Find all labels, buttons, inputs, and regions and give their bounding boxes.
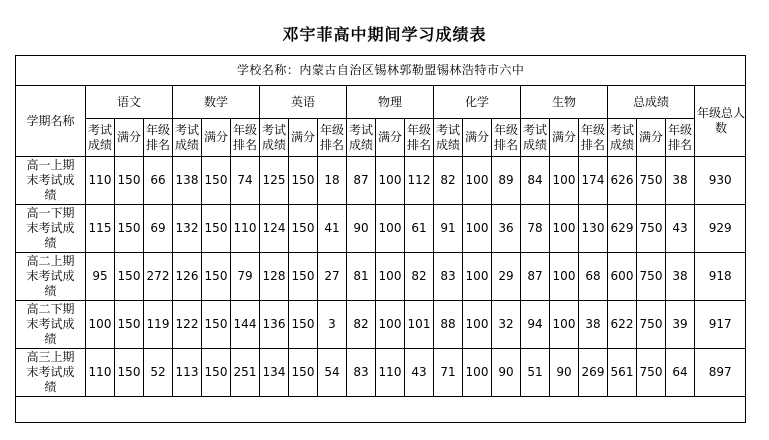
score-cell: 82	[434, 157, 463, 205]
score-cell: 43	[405, 349, 434, 397]
score-cell: 150	[115, 205, 144, 253]
score-cell: 115	[86, 205, 115, 253]
score-cell: 150	[115, 253, 144, 301]
score-cell: 32	[492, 301, 521, 349]
score-cell: 90	[492, 349, 521, 397]
score-cell: 82	[347, 301, 376, 349]
score-cell: 64	[666, 349, 695, 397]
period-cell: 高三上期末考试成绩	[16, 349, 86, 397]
score-cell: 100	[463, 157, 492, 205]
sub-header-score: 考试成绩	[173, 119, 202, 157]
grade-total-cell: 930	[695, 157, 746, 205]
score-cell: 83	[347, 349, 376, 397]
grade-total-cell: 897	[695, 349, 746, 397]
score-cell: 622	[608, 301, 637, 349]
sub-header-full: 满分	[637, 119, 666, 157]
page-title: 邓宇菲高中期间学习成绩表	[282, 25, 487, 44]
score-cell: 61	[405, 205, 434, 253]
score-cell: 251	[231, 349, 260, 397]
sub-header-rank: 年级排名	[579, 119, 608, 157]
score-cell: 39	[666, 301, 695, 349]
score-cell: 750	[637, 253, 666, 301]
score-cell: 100	[463, 205, 492, 253]
sub-header-rank: 年级排名	[144, 119, 173, 157]
sub-header-full: 满分	[115, 119, 144, 157]
table-row	[16, 349, 746, 397]
score-cell: 27	[318, 253, 347, 301]
score-cell: 626	[608, 157, 637, 205]
score-cell: 100	[376, 301, 405, 349]
score-cell: 600	[608, 253, 637, 301]
score-cell: 68	[579, 253, 608, 301]
score-cell: 100	[463, 253, 492, 301]
score-cell: 113	[173, 349, 202, 397]
score-cell: 66	[144, 157, 173, 205]
score-cell: 112	[405, 157, 434, 205]
sub-header-rank: 年级排名	[231, 119, 260, 157]
score-cell: 134	[260, 349, 289, 397]
score-cell: 100	[463, 349, 492, 397]
grade-total-header: 年级总人数	[695, 86, 746, 157]
score-cell: 174	[579, 157, 608, 205]
sub-header-score: 考试成绩	[86, 119, 115, 157]
school-name: 学校名称：内蒙古自治区锡林郭勒盟锡林浩特市六中	[16, 56, 746, 86]
sub-header-rank: 年级排名	[666, 119, 695, 157]
score-cell: 51	[521, 349, 550, 397]
score-cell: 150	[202, 253, 231, 301]
score-cell: 100	[550, 157, 579, 205]
score-cell: 100	[376, 157, 405, 205]
period-cell: 高二下期末考试成绩	[16, 301, 86, 349]
score-cell: 71	[434, 349, 463, 397]
score-cell: 269	[579, 349, 608, 397]
subject-header: 物理	[347, 86, 434, 119]
score-cell: 69	[144, 205, 173, 253]
score-cell: 110	[376, 349, 405, 397]
score-cell: 29	[492, 253, 521, 301]
score-cell: 74	[231, 157, 260, 205]
score-cell: 126	[173, 253, 202, 301]
score-cell: 38	[579, 301, 608, 349]
sub-header-score: 考试成绩	[608, 119, 637, 157]
subject-header: 化学	[434, 86, 521, 119]
table-row	[16, 253, 746, 301]
score-cell: 150	[202, 301, 231, 349]
score-cell: 124	[260, 205, 289, 253]
score-cell: 750	[637, 349, 666, 397]
table-row	[16, 205, 746, 253]
sub-header-full: 满分	[550, 119, 579, 157]
score-cell: 52	[144, 349, 173, 397]
score-cell: 122	[173, 301, 202, 349]
score-cell: 750	[637, 157, 666, 205]
score-cell: 91	[434, 205, 463, 253]
score-cell: 100	[550, 301, 579, 349]
grade-total-cell: 929	[695, 205, 746, 253]
sub-header-score: 考试成绩	[347, 119, 376, 157]
score-cell: 110	[86, 349, 115, 397]
score-cell: 54	[318, 349, 347, 397]
score-cell: 90	[347, 205, 376, 253]
score-cell: 43	[666, 205, 695, 253]
score-cell: 150	[202, 349, 231, 397]
score-cell: 81	[347, 253, 376, 301]
score-cell: 561	[608, 349, 637, 397]
score-cell: 150	[289, 349, 318, 397]
score-cell: 150	[289, 253, 318, 301]
sub-header-rank: 年级排名	[492, 119, 521, 157]
sub-header-rank: 年级排名	[405, 119, 434, 157]
score-cell: 82	[405, 253, 434, 301]
score-cell: 38	[666, 157, 695, 205]
score-cell: 132	[173, 205, 202, 253]
score-cell: 100	[463, 301, 492, 349]
sub-header-score: 考试成绩	[434, 119, 463, 157]
score-cell: 150	[115, 301, 144, 349]
score-cell: 150	[202, 157, 231, 205]
score-cell: 150	[202, 205, 231, 253]
score-cell: 750	[637, 205, 666, 253]
score-cell: 101	[405, 301, 434, 349]
score-cell: 88	[434, 301, 463, 349]
sub-header-full: 满分	[289, 119, 318, 157]
sub-header-full: 满分	[463, 119, 492, 157]
score-cell: 138	[173, 157, 202, 205]
subject-header: 总成绩	[608, 86, 695, 119]
score-cell: 87	[521, 253, 550, 301]
period-cell: 高一下期末考试成绩	[16, 205, 86, 253]
sub-header-score: 考试成绩	[260, 119, 289, 157]
empty-row	[16, 397, 746, 423]
score-cell: 3	[318, 301, 347, 349]
score-cell: 90	[550, 349, 579, 397]
score-cell: 18	[318, 157, 347, 205]
empty-cell	[16, 397, 746, 423]
score-cell: 94	[521, 301, 550, 349]
grade-total-cell: 918	[695, 253, 746, 301]
period-header: 学期名称	[16, 86, 86, 157]
score-cell: 125	[260, 157, 289, 205]
grade-total-cell: 917	[695, 301, 746, 349]
score-cell: 150	[289, 301, 318, 349]
score-cell: 38	[666, 253, 695, 301]
score-cell: 144	[231, 301, 260, 349]
score-cell: 84	[521, 157, 550, 205]
subject-header: 语文	[86, 86, 173, 119]
score-cell: 750	[637, 301, 666, 349]
score-cell: 629	[608, 205, 637, 253]
table-row	[16, 157, 746, 205]
score-cell: 83	[434, 253, 463, 301]
period-cell: 高一上期末考试成绩	[16, 157, 86, 205]
table-row	[16, 301, 746, 349]
score-cell: 95	[86, 253, 115, 301]
score-cell: 128	[260, 253, 289, 301]
score-cell: 79	[231, 253, 260, 301]
score-cell: 100	[376, 253, 405, 301]
score-cell: 110	[231, 205, 260, 253]
subject-header: 英语	[260, 86, 347, 119]
score-cell: 150	[115, 349, 144, 397]
score-cell: 100	[550, 253, 579, 301]
score-cell: 150	[289, 157, 318, 205]
sub-header-full: 满分	[376, 119, 405, 157]
score-cell: 36	[492, 205, 521, 253]
score-cell: 136	[260, 301, 289, 349]
score-cell: 78	[521, 205, 550, 253]
sub-header-score: 考试成绩	[521, 119, 550, 157]
score-cell: 110	[86, 157, 115, 205]
score-cell: 87	[347, 157, 376, 205]
score-cell: 100	[86, 301, 115, 349]
score-cell: 41	[318, 205, 347, 253]
score-cell: 150	[115, 157, 144, 205]
score-cell: 272	[144, 253, 173, 301]
score-cell: 89	[492, 157, 521, 205]
sub-header-full: 满分	[202, 119, 231, 157]
score-cell: 100	[550, 205, 579, 253]
score-cell: 100	[376, 205, 405, 253]
score-cell: 130	[579, 205, 608, 253]
score-cell: 119	[144, 301, 173, 349]
score-table	[15, 55, 746, 423]
score-cell: 150	[289, 205, 318, 253]
subject-header: 生物	[521, 86, 608, 119]
period-cell: 高二上期末考试成绩	[16, 253, 86, 301]
sub-header-rank: 年级排名	[318, 119, 347, 157]
subject-header: 数学	[173, 86, 260, 119]
